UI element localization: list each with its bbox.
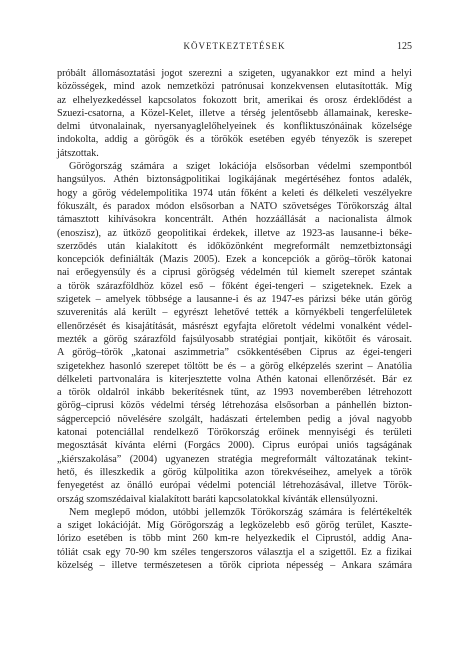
text-line: A görög–török „katonai aszimmetria” csökkentésében Ciprus az égei-tengeri [57,347,412,359]
text-line: délkeleti partvonalára is kiterjesztette volna Athén katonai ellenőrzését. Bár ez [57,373,412,385]
text-line: hangsúlyos. Athén biztonságpolitikai logikájának megértéséhez fontos adalék, [57,174,412,186]
page-header [57,41,412,55]
text-line: Nem meglepő módon, utóbbi jellemzők Törökország számára is felértékelték [69,506,412,518]
body-text [57,67,412,572]
text-line: közösségek, mind azok nemzetközi patrónusai konzekvensen elutasították. Míg [57,81,412,93]
text-line: fókuszált, és paradox módon elsősorban a NATO szövetséges Törökország által [57,200,412,212]
text-line: nai erőegyensúly és a ciprusi görögség védelmén túl kiemelt szerepet szántak [57,267,412,279]
text-line: ellenőrzését és kisajátítását, másrészt egyfajta előretolt védelmi vonalként védel- [57,320,412,332]
text-line: lórizo esetében is több mint 260 km-re helyezkedik el Ciprustól, addig Ana- [57,533,412,545]
text-line: katonai potenciállal rendelkező Törökország erőinek mennyiségi és területi [57,427,412,439]
text-line: „kiérszakolása” (2004) ugyanezen stratégia megreformált változatának tekint- [57,453,412,465]
text-line: koncepciók definiálták (Mazis 2005). Ezek a koncepciók a görög–török katonai [57,254,412,266]
text-line: szigetek – amelyek többsége a lausanne-i és az 1947-es párizsi béke után görög [57,294,412,306]
text-line: a török szárazföldhöz közel eső – főként égei-tengeri – szigeteknek. Ezek a [57,280,412,292]
text-line: hető, és illeszkedik a görög külpolitika azon törekvéseihez, amelyek a török [57,466,412,478]
text-line: indokolta, addig a görögök és a törökök esetében egyéb tényezők is szerepet [57,134,412,146]
text-line: megosztását kívánta elérni (Forgács 2000). Ciprus európai uniós tagságának [57,440,412,452]
text-line: próbált állomásoztatási jogot szerezni a szigeten, ugyanakkor ezt mind a helyi [57,68,412,79]
text-line: mezték a görög szárazföld fajsúlyosabb stratégiai pontjait, kikötőit és városait. [57,333,412,345]
text-line: fenyegetést az önálló európai védelmi potenciál létrehozásával, illetve Török- [57,480,412,492]
text-line: Szuezi-csatorna, a Közel-Kelet, illetve a térség jelentősebb államainak, kereske- [57,107,412,119]
text-line: ország szomszédaival kialakított baráti kapcsolatokkal kívánták ellensúlyozni. [57,493,378,505]
text-line: tóliát csak egy 70-90 km széles tengerszoros választja el a szigettől. Ez a fizikai [57,546,412,558]
text-line: közelség – illetve természetesen a török cipriota népesség – Ankara számára [57,559,412,571]
text-line: Görögország számára a sziget lokációja elsősorban védelmi szempontból [69,161,412,173]
text-line: az elhelyezkedéssel kapcsolatos fokozott brit, amerikai és orosz érdeklődést a [57,94,412,106]
text-line: a török oldalról inkább bekerítésnek tűnt, az 1993 novemberében létrehozott [57,387,412,399]
text-line: görög–ciprusi közös védelmi térség létrehozása elsősorban a pánhellén bizton- [57,400,412,412]
running-head: KÖVETKEZTETÉSEK [183,41,286,51]
text-line: szigetekhez hasonló szerepet töltött be és – a görög elképzelés szerint – Anatólia [57,360,412,372]
text-line: szerződés után kialakított és időközönként megreformált nemzetbiztonsági [57,240,412,252]
text-line: hogy a görög védelempolitika 1974 után főként a keleti és délkeleti veszélyekre [57,187,412,199]
text-line: támasztott kihívásokra koncentrált. Athén hozzáállását a nacionalista álmok [57,214,412,226]
text-line: játszottak. [57,147,99,159]
text-line: ságpercepció növelésére szolgált, hadászati értelemben pedig a jóval nagyobb [57,413,412,425]
text-line: delmi útvonalainak, nyersanyaglelőhelyeinek és konfliktuszónáinak közelsége [57,121,412,133]
text-line: a sziget lokációját. Míg Görögország a legközelebb eső görög terület, Kaszte- [57,520,412,532]
text-line: szuverenitás alá került – egyrészt lehetővé tették a környékbeli tengerfelületek [57,307,412,319]
text-line: (enoszisz), az ütköző geopolitikai érdekek, illetve az 1923-as lausanne-i béke- [57,227,412,239]
page-number: 125 [397,41,412,52]
